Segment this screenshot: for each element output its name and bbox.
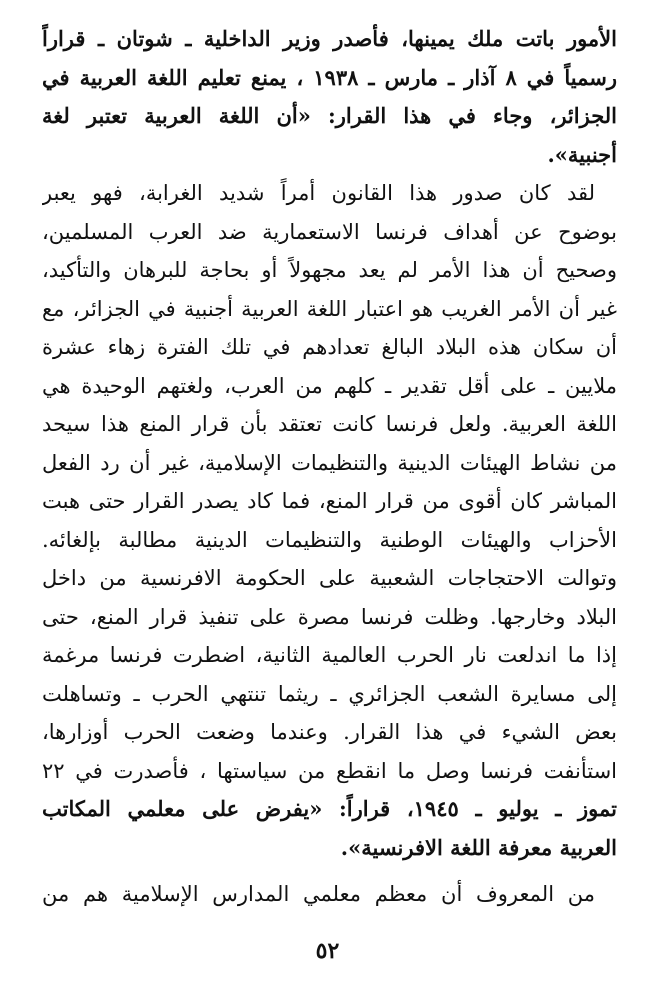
paragraph-gap	[42, 867, 617, 875]
text-line: غير أن الأمر الغريب هو اعتبار اللغة العربية أجنبية في الجزائر، مع	[42, 296, 617, 321]
text-line: وتوالت الاحتجاجات الشعبية على الحكومة الافرنسية من داخل	[42, 566, 617, 590]
page-number: ٥٢	[315, 938, 340, 964]
text-line: ملايين ـ على أقل تقدير ـ كلهم من العرب، ولغتهم الوحيدة هي	[42, 373, 617, 398]
text-line: لقد كان صدور هذا القانون أمراً شديد الغرابة، فهو يعبر	[42, 181, 595, 205]
text-line: أجنبية».	[547, 141, 617, 167]
paragraph	[42, 20, 617, 174]
text-line: من المعروف أن معظم معلمي المدارس الإسلامية هم من	[42, 882, 595, 906]
text-line: رسمياً في ٨ آذار ـ مارس ـ ١٩٣٨ ، يمنع تعليم اللغة العربية في	[42, 64, 617, 90]
text-line: المباشر كان أقوى من قرار المنع، فما كاد يصدر القرار حتى هبت	[42, 489, 617, 513]
text-line: إذا ما اندلعت نار الحرب العالمية الثانية، اضطرت فرنسا مرغمة	[42, 643, 617, 667]
text-line: العربية معرفة اللغة الافرنسية».	[340, 834, 617, 860]
paragraph	[42, 174, 617, 867]
text-line: إلى مسايرة الشعب الجزائري ـ ريثما تنتهي الحرب ـ وتساهلت	[42, 681, 617, 706]
text-line: بعض الشيء في هذا القرار. وعندما وضعت الحرب أوزارها،	[42, 720, 617, 744]
text-line: من نشاط الهيئات الدينية والتنظيمات الإسلامية، غير أن رد الفعل	[42, 450, 617, 475]
text-line: أن سكان هذه البلاد البالغ تعدادهم في تلك الفترة زهاء عشرة	[42, 335, 617, 359]
text-line: تموز ـ يوليو ـ ١٩٤٥، قراراً: «يفرض على معلمي المكاتب	[42, 796, 617, 821]
text-line: الجزائر، وجاء في هذا القرار: «أن اللغة العربية تعتبر لغة	[42, 103, 617, 128]
page-body	[42, 20, 617, 914]
text-line: استأنفت فرنسا وصل ما انقطع من سياستها ، فأصدرت في ٢٢	[42, 758, 617, 783]
text-line: البلاد وخارجها. وظلت فرنسا مصرة على تنفيذ قرار المنع، حتى	[42, 604, 617, 629]
text-line: اللغة العربية. ولعل فرنسا كانت تعتقد بأن قرار المنع هذا سيحد	[42, 412, 617, 436]
paragraph	[42, 875, 617, 914]
text-line: الأحزاب والهيئات الوطنية والتنظيمات الدينية مطالبة بإلغائه.	[42, 527, 617, 552]
text-line: وصحيح أن هذا الأمر لم يعد مجهولاً أو بحاجة للبرهان والتأكيد،	[42, 258, 617, 282]
text-line: بوضوح عن أهداف فرنسا الاستعمارية ضد العرب المسلمين،	[42, 219, 617, 244]
text-line: الأمور باتت ملك يمينها، فأصدر وزير الداخلية ـ شوتان ـ قراراً	[42, 26, 617, 51]
